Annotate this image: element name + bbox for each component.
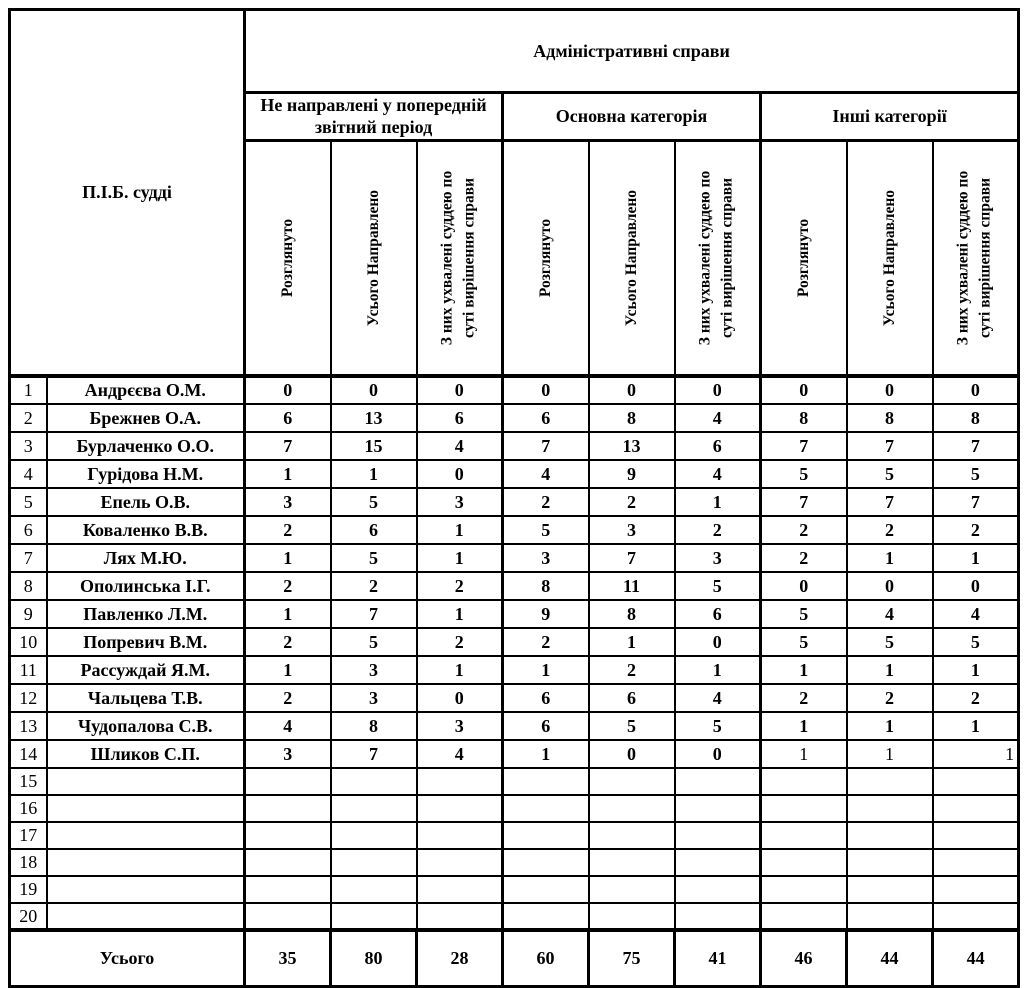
value-cell: 6 [331, 516, 417, 544]
table-row [10, 712, 1019, 740]
value-cell: 4 [503, 460, 589, 488]
value-cell [245, 849, 331, 876]
value-cell: 2 [245, 572, 331, 600]
row-number: 8 [10, 572, 47, 600]
value-cell: 1 [847, 740, 933, 768]
value-cell [675, 822, 761, 849]
subheader-reviewed: Розглянуто [245, 141, 331, 377]
value-cell: 2 [847, 684, 933, 712]
top-header-admin-cases: Адміністративні справи [245, 10, 1019, 93]
value-cell: 0 [417, 376, 503, 404]
subheader-reviewed: Розглянуто [503, 141, 589, 377]
value-cell: 4 [675, 684, 761, 712]
value-cell [761, 768, 847, 795]
value-cell: 4 [675, 404, 761, 432]
value-cell: 0 [847, 572, 933, 600]
value-cell [589, 876, 675, 903]
value-cell: 8 [933, 404, 1019, 432]
value-cell [245, 795, 331, 822]
value-cell: 0 [589, 740, 675, 768]
table-row [10, 849, 1019, 876]
value-cell: 2 [417, 628, 503, 656]
value-cell: 1 [847, 712, 933, 740]
row-number: 16 [10, 795, 47, 822]
value-cell: 3 [417, 712, 503, 740]
group-header-not-sent [245, 93, 503, 141]
value-cell: 7 [589, 544, 675, 572]
value-cell [503, 849, 589, 876]
value-cell: 6 [503, 404, 589, 432]
total-cell: 60 [503, 930, 589, 986]
value-cell: 5 [503, 516, 589, 544]
row-number: 19 [10, 876, 47, 903]
judge-name: Бурлаченко О.О. [47, 432, 245, 460]
value-cell: 5 [933, 460, 1019, 488]
value-cell: 7 [933, 488, 1019, 516]
value-cell: 13 [589, 432, 675, 460]
value-cell: 7 [761, 488, 847, 516]
totals-label: Усього [10, 930, 245, 986]
value-cell: 7 [847, 488, 933, 516]
value-cell [331, 876, 417, 903]
value-cell [245, 822, 331, 849]
table-row [10, 656, 1019, 684]
row-number: 18 [10, 849, 47, 876]
value-cell: 5 [761, 600, 847, 628]
value-cell: 8 [589, 600, 675, 628]
value-cell: 0 [933, 376, 1019, 404]
table-row [10, 822, 1019, 849]
value-cell: 8 [503, 572, 589, 600]
row-number: 3 [10, 432, 47, 460]
value-cell [761, 822, 847, 849]
judge-name [47, 768, 245, 795]
value-cell: 5 [331, 544, 417, 572]
table-row [10, 795, 1019, 822]
value-cell [503, 876, 589, 903]
value-cell [847, 903, 933, 930]
value-cell [417, 768, 503, 795]
value-cell [761, 876, 847, 903]
value-cell: 1 [761, 740, 847, 768]
table-row [10, 516, 1019, 544]
value-cell [331, 822, 417, 849]
value-cell [933, 795, 1019, 822]
judge-name: Попревич В.М. [47, 628, 245, 656]
total-cell: 44 [847, 930, 933, 986]
table-row [10, 460, 1019, 488]
value-cell: 9 [589, 460, 675, 488]
value-cell: 8 [847, 404, 933, 432]
value-cell: 15 [331, 432, 417, 460]
value-cell: 0 [675, 628, 761, 656]
judge-name [47, 849, 245, 876]
value-cell [417, 849, 503, 876]
group-header-other-categories [761, 93, 1019, 141]
value-cell: 1 [933, 740, 1019, 768]
value-cell: 3 [589, 516, 675, 544]
value-cell [933, 903, 1019, 930]
table-row [10, 876, 1019, 903]
row-number: 9 [10, 600, 47, 628]
value-cell [417, 822, 503, 849]
value-cell [761, 795, 847, 822]
total-cell: 46 [761, 930, 847, 986]
value-cell [761, 903, 847, 930]
value-cell [847, 795, 933, 822]
table-row [10, 903, 1019, 930]
value-cell [417, 903, 503, 930]
value-cell [331, 903, 417, 930]
judge-name [47, 795, 245, 822]
judge-name: Андрєєва О.М. [47, 376, 245, 404]
row-number: 1 [10, 376, 47, 404]
value-cell: 2 [675, 516, 761, 544]
table-row [10, 628, 1019, 656]
value-cell: 7 [933, 432, 1019, 460]
value-cell: 2 [761, 684, 847, 712]
table-row [10, 600, 1019, 628]
value-cell [245, 876, 331, 903]
value-cell: 2 [933, 516, 1019, 544]
judge-name: Коваленко В.В. [47, 516, 245, 544]
value-cell: 5 [589, 712, 675, 740]
row-number: 12 [10, 684, 47, 712]
value-cell: 1 [589, 628, 675, 656]
table-row [10, 432, 1019, 460]
value-cell: 0 [761, 376, 847, 404]
row-number: 6 [10, 516, 47, 544]
value-cell: 7 [761, 432, 847, 460]
value-cell [933, 768, 1019, 795]
value-cell: 4 [675, 460, 761, 488]
judges-table-body [10, 376, 1019, 930]
value-cell: 0 [331, 376, 417, 404]
value-cell: 7 [331, 600, 417, 628]
judge-name: Павленко Л.М. [47, 600, 245, 628]
group-header-not-sent-label: Не направлені у попередній звітний період [260, 94, 487, 137]
subheader-ruled-on-merits: З них ухвалені суддею по суті вирішення справи [675, 141, 761, 377]
value-cell: 5 [331, 628, 417, 656]
value-cell [503, 903, 589, 930]
value-cell: 0 [675, 740, 761, 768]
value-cell [847, 822, 933, 849]
value-cell: 1 [417, 600, 503, 628]
value-cell: 6 [589, 684, 675, 712]
value-cell [761, 849, 847, 876]
value-cell: 6 [417, 404, 503, 432]
value-cell: 1 [933, 712, 1019, 740]
value-cell [417, 876, 503, 903]
row-number: 11 [10, 656, 47, 684]
value-cell: 0 [417, 460, 503, 488]
row-number: 17 [10, 822, 47, 849]
value-cell: 1 [331, 460, 417, 488]
value-cell: 6 [675, 600, 761, 628]
value-cell: 1 [417, 516, 503, 544]
totals-row [10, 930, 1019, 986]
total-cell: 80 [331, 930, 417, 986]
group-header-other-categories-label: Інші категорії [832, 105, 947, 126]
value-cell: 3 [331, 656, 417, 684]
value-cell [331, 795, 417, 822]
value-cell: 0 [761, 572, 847, 600]
value-cell: 2 [761, 516, 847, 544]
value-cell: 11 [589, 572, 675, 600]
judge-name: Брежнев О.А. [47, 404, 245, 432]
value-cell: 5 [761, 460, 847, 488]
group-header-main-category-label: Основна категорія [555, 105, 708, 126]
value-cell: 1 [245, 600, 331, 628]
subheader-total-sent: Усього Направлено [589, 141, 675, 377]
value-cell: 1 [245, 544, 331, 572]
value-cell: 8 [761, 404, 847, 432]
table-row [10, 404, 1019, 432]
row-number: 20 [10, 903, 47, 930]
value-cell: 2 [417, 572, 503, 600]
value-cell: 1 [417, 656, 503, 684]
value-cell [417, 795, 503, 822]
value-cell: 3 [331, 684, 417, 712]
value-cell [933, 876, 1019, 903]
header-row-top [10, 10, 1019, 93]
value-cell: 5 [675, 572, 761, 600]
value-cell: 5 [847, 628, 933, 656]
group-header-main-category [503, 93, 761, 141]
value-cell [331, 768, 417, 795]
value-cell: 3 [503, 544, 589, 572]
value-cell: 2 [245, 628, 331, 656]
value-cell: 5 [933, 628, 1019, 656]
judge-name: Гурідова Н.М. [47, 460, 245, 488]
value-cell: 7 [331, 740, 417, 768]
value-cell: 1 [847, 656, 933, 684]
value-cell: 1 [675, 488, 761, 516]
value-cell: 1 [933, 656, 1019, 684]
corner-header-judge-name: П.І.Б. судді [10, 10, 245, 377]
row-number: 4 [10, 460, 47, 488]
value-cell: 0 [933, 572, 1019, 600]
value-cell [503, 822, 589, 849]
row-number: 10 [10, 628, 47, 656]
value-cell [847, 768, 933, 795]
row-number: 5 [10, 488, 47, 516]
value-cell: 2 [245, 516, 331, 544]
total-cell: 35 [245, 930, 331, 986]
value-cell [675, 768, 761, 795]
value-cell: 8 [331, 712, 417, 740]
table-row [10, 544, 1019, 572]
table-row [10, 376, 1019, 404]
value-cell [675, 876, 761, 903]
judge-name: Лях М.Ю. [47, 544, 245, 572]
value-cell [503, 768, 589, 795]
value-cell: 2 [933, 684, 1019, 712]
row-number: 15 [10, 768, 47, 795]
row-number: 14 [10, 740, 47, 768]
total-cell: 28 [417, 930, 503, 986]
value-cell: 2 [331, 572, 417, 600]
value-cell: 4 [417, 432, 503, 460]
value-cell: 4 [933, 600, 1019, 628]
subheader-ruled-on-merits: З них ухвалені суддею по суті вирішення справи [417, 141, 503, 377]
value-cell [933, 822, 1019, 849]
value-cell: 6 [245, 404, 331, 432]
value-cell: 0 [675, 376, 761, 404]
value-cell [331, 849, 417, 876]
subheader-total-sent: Усього Направлено [847, 141, 933, 377]
value-cell: 3 [417, 488, 503, 516]
judge-name: Шликов С.П. [47, 740, 245, 768]
value-cell [503, 795, 589, 822]
value-cell: 6 [675, 432, 761, 460]
table-row [10, 684, 1019, 712]
value-cell: 7 [245, 432, 331, 460]
value-cell [675, 849, 761, 876]
table-row [10, 572, 1019, 600]
value-cell [847, 849, 933, 876]
value-cell: 5 [847, 460, 933, 488]
row-number: 2 [10, 404, 47, 432]
value-cell: 7 [847, 432, 933, 460]
value-cell: 1 [933, 544, 1019, 572]
value-cell: 5 [331, 488, 417, 516]
value-cell: 3 [245, 488, 331, 516]
value-cell: 2 [761, 544, 847, 572]
value-cell [589, 903, 675, 930]
value-cell: 2 [589, 656, 675, 684]
value-cell [589, 795, 675, 822]
table-row [10, 488, 1019, 516]
value-cell: 1 [245, 460, 331, 488]
value-cell: 3 [245, 740, 331, 768]
value-cell [589, 849, 675, 876]
judge-name [47, 876, 245, 903]
value-cell [589, 768, 675, 795]
total-cell: 41 [675, 930, 761, 986]
value-cell [245, 768, 331, 795]
value-cell: 1 [761, 712, 847, 740]
value-cell: 1 [245, 656, 331, 684]
value-cell: 2 [503, 628, 589, 656]
judge-name: Рассуждай Я.М. [47, 656, 245, 684]
value-cell: 2 [847, 516, 933, 544]
total-cell: 44 [933, 930, 1019, 986]
value-cell: 6 [503, 684, 589, 712]
value-cell: 4 [417, 740, 503, 768]
value-cell [675, 795, 761, 822]
value-cell: 1 [761, 656, 847, 684]
judge-name: Чальцева Т.В. [47, 684, 245, 712]
judge-name [47, 903, 245, 930]
table-row [10, 768, 1019, 795]
value-cell: 0 [503, 376, 589, 404]
value-cell: 1 [503, 740, 589, 768]
subheader-ruled-on-merits: З них ухвалені суддею по суті вирішення справи [933, 141, 1019, 377]
value-cell [589, 822, 675, 849]
value-cell: 1 [503, 656, 589, 684]
value-cell [847, 876, 933, 903]
value-cell [245, 903, 331, 930]
subheader-total-sent: Усього Направлено [331, 141, 417, 377]
value-cell: 2 [589, 488, 675, 516]
judge-name [47, 822, 245, 849]
value-cell: 3 [675, 544, 761, 572]
total-cell: 75 [589, 930, 675, 986]
value-cell: 13 [331, 404, 417, 432]
value-cell: 0 [417, 684, 503, 712]
row-number: 7 [10, 544, 47, 572]
value-cell: 4 [847, 600, 933, 628]
table-row [10, 740, 1019, 768]
value-cell [675, 903, 761, 930]
value-cell: 2 [503, 488, 589, 516]
judges-report-table [8, 8, 1020, 988]
value-cell: 1 [847, 544, 933, 572]
value-cell: 0 [245, 376, 331, 404]
value-cell: 8 [589, 404, 675, 432]
value-cell: 7 [503, 432, 589, 460]
value-cell: 4 [245, 712, 331, 740]
value-cell: 6 [503, 712, 589, 740]
value-cell: 1 [417, 544, 503, 572]
row-number: 13 [10, 712, 47, 740]
value-cell [933, 849, 1019, 876]
value-cell: 9 [503, 600, 589, 628]
subheader-reviewed: Розглянуто [761, 141, 847, 377]
value-cell: 5 [761, 628, 847, 656]
value-cell: 2 [245, 684, 331, 712]
value-cell: 0 [847, 376, 933, 404]
value-cell: 5 [675, 712, 761, 740]
value-cell: 0 [589, 376, 675, 404]
judge-name: Епель О.В. [47, 488, 245, 516]
judge-name: Чудопалова С.В. [47, 712, 245, 740]
value-cell: 1 [675, 656, 761, 684]
judge-name: Ополинська І.Г. [47, 572, 245, 600]
